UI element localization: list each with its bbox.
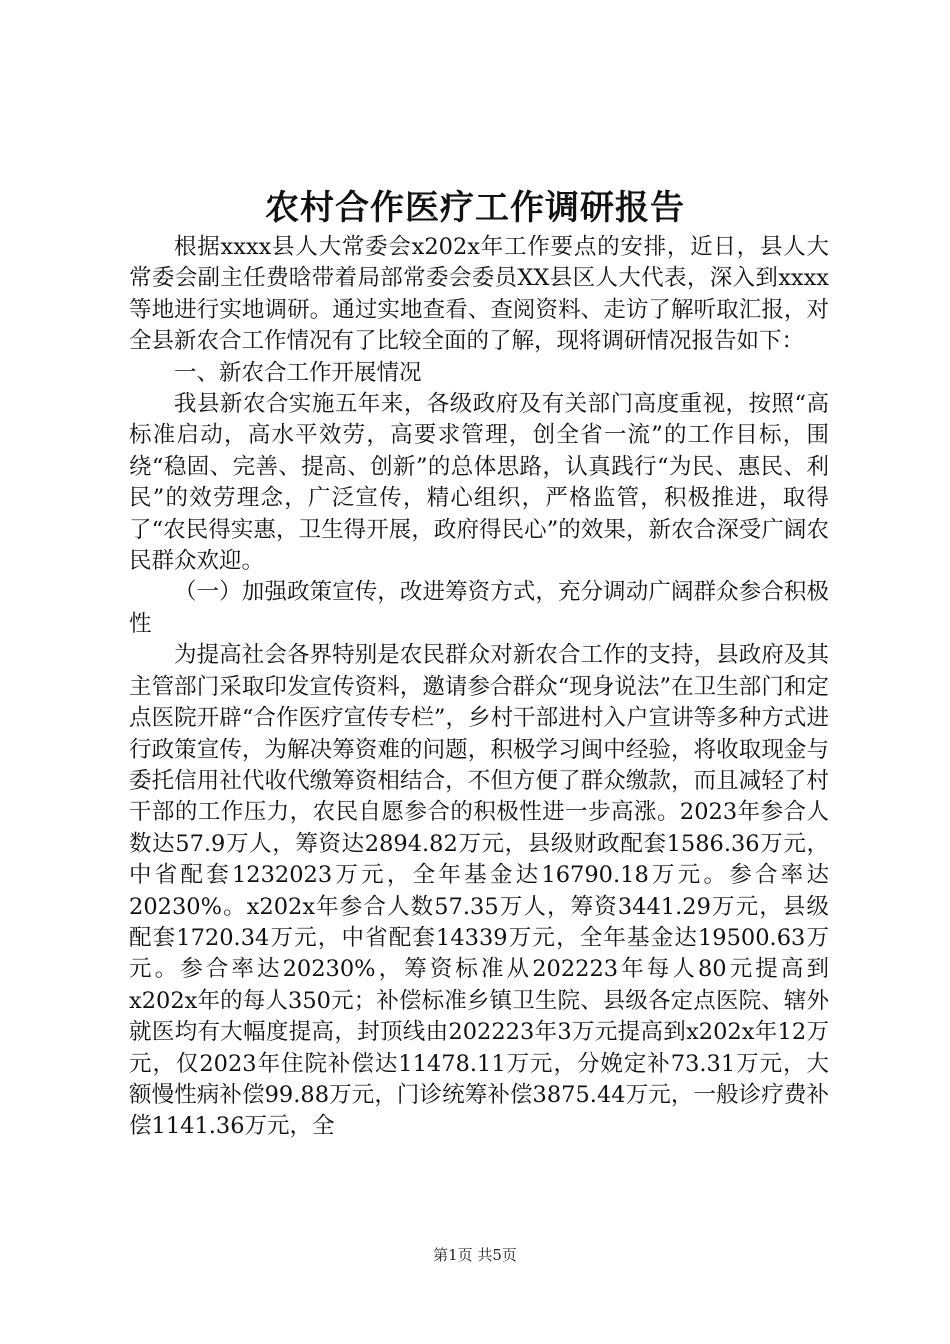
subsection-paragraph: 为提高社会各界特别是农民群众对新农合工作的支持，县政府及其主管部门采取印发宣传资料，邀请参合群众“现身说法”在卫生部门和定点医院开辟“合作医疗宣传专栏”，乡村干部进村入户宣讲等多种方式进行政策宣传，为解决筹资难的问题，积极学习闽中经验，将收取现金与委托信用社代收代缴筹资相结合，不但方便了群众缴款，而且减轻了村干部的工作压力，农民自愿参合的积极性进一步高涨。2023年参合人数达57.9万人，筹资达2894.82万元，县级财政配套1586.36万元，中省配套1232023万元，全年基金达16790.18万元。参合率达20230%。x202x年参合人数57.35万人，筹资3441.29万元，县级配套1720.34万元，中省配套14339万元，全年基金达19500.63万元。参合率达20230%，筹资标准从202223年每人80元提高到x202x年的每人350元；补偿标准乡镇卫生院、县级各定点医院、辖外就医均有大幅度提高，封顶线由202223年3万元提高到x202x年12万元，仅2023年住院补偿达11478.11万元，分娩定补73.31万元，大额慢性病补偿99.88万元，门诊统筹补偿3875.44万元，一般诊疗费补偿1141.36万元，全 [129,642,829,1140]
subsection-heading: （一）加强政策宣传，改进筹资方式，充分调动广阔群众参合积极性 [129,579,829,637]
page-footer: 第1页 共5页 [433,1246,517,1264]
intro-paragraph: 根据xxxx县人大常委会x202x年工作要点的安排，近日，县人大常委会副主任费晗带着局部常委会委员XX县区人大代表，深入到xxxx等地进行实地调研。通过实地查看、查阅资料、走访了解听取汇报，对全县新农合工作情况有了比较全面的了解，现将调研情况报告如下： [129,234,829,355]
document-body [129,232,829,1143]
section-heading: 一、新农合工作开展情况 [174,359,422,386]
document-title: 农村合作医疗工作调研报告 [265,188,685,228]
section-paragraph: 我县新农合实施五年来，各级政府及有关部门高度重视，按照“高标准启动，高水平效劳，高要求管理，创全省一流”的工作目标，围绕“稳固、完善、提高、创新”的总体思路，认真践行“为民、惠民、利民”的效劳理念，广泛宣传，精心组织，严格监管，积极推进，取得了“农民得实惠，卫生得开展，政府得民心”的效果，新农合深受广阔农民群众欢迎。 [129,391,829,575]
